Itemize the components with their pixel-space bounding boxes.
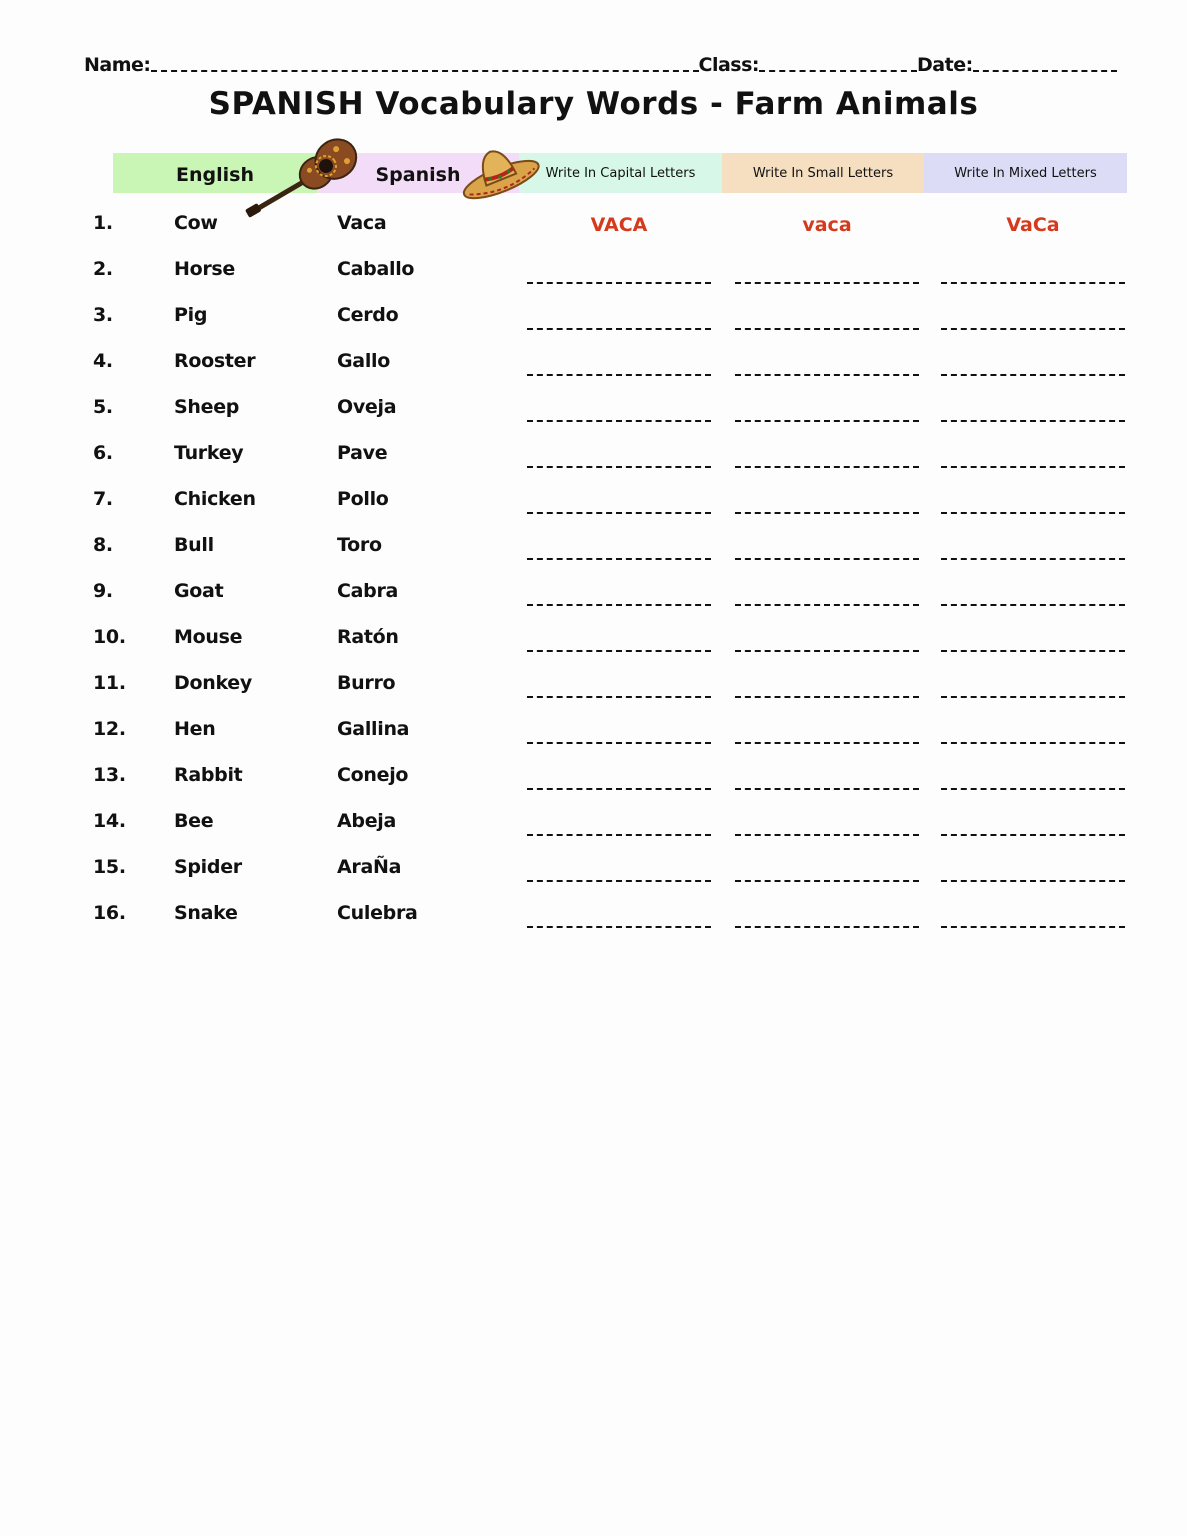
mixed-letters-blank[interactable] <box>941 420 1125 422</box>
capital-letters-blank[interactable] <box>527 466 711 468</box>
mixed-letters-blank[interactable] <box>941 604 1125 606</box>
spanish-word: Conejo <box>337 764 409 786</box>
vocab-row <box>0 626 1187 672</box>
mixed-letters-blank[interactable] <box>941 374 1125 376</box>
row-number: 15. <box>93 856 126 878</box>
row-number: 6. <box>93 442 113 464</box>
small-letters-blank[interactable] <box>735 880 919 882</box>
vocab-row <box>0 212 1187 258</box>
small-letters-blank[interactable] <box>735 834 919 836</box>
spanish-word: AraÑa <box>337 856 402 878</box>
example-mixed: VaCa <box>1006 214 1060 236</box>
capital-letters-blank[interactable] <box>527 880 711 882</box>
name-label: Name: <box>84 54 151 76</box>
row-number: 16. <box>93 902 126 924</box>
capital-letters-blank[interactable] <box>527 696 711 698</box>
english-word: Goat <box>174 580 224 602</box>
spanish-word: Pave <box>337 442 388 464</box>
row-number: 9. <box>93 580 113 602</box>
small-letters-blank[interactable] <box>735 512 919 514</box>
small-letters-blank[interactable] <box>735 926 919 928</box>
english-word: Hen <box>174 718 216 740</box>
mixed-letters-blank[interactable] <box>941 558 1125 560</box>
student-info-line <box>84 46 1124 76</box>
capital-letters-blank[interactable] <box>527 650 711 652</box>
row-number: 10. <box>93 626 126 648</box>
vocab-row <box>0 764 1187 810</box>
english-word: Bee <box>174 810 214 832</box>
mixed-letters-blank[interactable] <box>941 834 1125 836</box>
row-number: 8. <box>93 534 113 556</box>
class-field[interactable] <box>759 70 917 72</box>
spanish-word: Toro <box>337 534 382 556</box>
row-number: 13. <box>93 764 126 786</box>
capital-letters-blank[interactable] <box>527 788 711 790</box>
english-word: Donkey <box>174 672 252 694</box>
vocab-row <box>0 672 1187 718</box>
spanish-word: Vaca <box>337 212 387 234</box>
mixed-letters-blank[interactable] <box>941 696 1125 698</box>
column-header-small <box>722 153 924 193</box>
english-word: Rabbit <box>174 764 243 786</box>
row-number: 11. <box>93 672 126 694</box>
row-number: 14. <box>93 810 126 832</box>
capital-letters-blank[interactable] <box>527 926 711 928</box>
capital-letters-blank[interactable] <box>527 282 711 284</box>
vocab-row <box>0 534 1187 580</box>
small-letters-blank[interactable] <box>735 788 919 790</box>
capital-letters-blank[interactable] <box>527 742 711 744</box>
vocab-row <box>0 580 1187 626</box>
vocab-row <box>0 488 1187 534</box>
mixed-letters-blank[interactable] <box>941 926 1125 928</box>
vocab-row <box>0 902 1187 948</box>
mixed-letters-blank[interactable] <box>941 282 1125 284</box>
row-number: 5. <box>93 396 113 418</box>
name-field[interactable] <box>151 70 699 72</box>
column-header-mixed <box>924 153 1127 193</box>
row-number: 3. <box>93 304 113 326</box>
row-number: 1. <box>93 212 113 234</box>
mixed-letters-blank[interactable] <box>941 788 1125 790</box>
capital-letters-blank[interactable] <box>527 558 711 560</box>
vocab-row <box>0 810 1187 856</box>
page-title: SPANISH Vocabulary Words - Farm Animals <box>208 86 979 122</box>
spanish-word: Ratón <box>337 626 399 648</box>
capital-letters-blank[interactable] <box>527 512 711 514</box>
mixed-letters-blank[interactable] <box>941 650 1125 652</box>
english-word: Chicken <box>174 488 256 510</box>
small-letters-blank[interactable] <box>735 650 919 652</box>
vocab-row <box>0 304 1187 350</box>
column-header-small-label: Write In Small Letters <box>752 165 894 181</box>
vocab-row <box>0 718 1187 764</box>
vocab-row <box>0 258 1187 304</box>
spanish-word: Gallo <box>337 350 390 372</box>
small-letters-blank[interactable] <box>735 282 919 284</box>
english-word: Pig <box>174 304 208 326</box>
english-word: Snake <box>174 902 238 924</box>
date-label: Date: <box>917 54 973 76</box>
date-field[interactable] <box>973 70 1117 72</box>
class-label: Class: <box>698 54 760 76</box>
mixed-letters-blank[interactable] <box>941 742 1125 744</box>
mixed-letters-blank[interactable] <box>941 328 1125 330</box>
english-word: Mouse <box>174 626 243 648</box>
row-number: 2. <box>93 258 113 280</box>
small-letters-blank[interactable] <box>735 420 919 422</box>
spanish-word: Gallina <box>337 718 410 740</box>
mixed-letters-blank[interactable] <box>941 466 1125 468</box>
english-word: Turkey <box>174 442 244 464</box>
spanish-word: Pollo <box>337 488 389 510</box>
small-letters-blank[interactable] <box>735 742 919 744</box>
vocab-row <box>0 350 1187 396</box>
vocab-row <box>0 442 1187 488</box>
capital-letters-blank[interactable] <box>527 420 711 422</box>
english-word: Bull <box>174 534 214 556</box>
spanish-word: Cerdo <box>337 304 399 326</box>
row-number: 7. <box>93 488 113 510</box>
spanish-word: Burro <box>337 672 396 694</box>
capital-letters-blank[interactable] <box>527 834 711 836</box>
sombrero-icon <box>456 138 542 202</box>
mixed-letters-blank[interactable] <box>941 880 1125 882</box>
row-number: 12. <box>93 718 126 740</box>
spanish-word: Culebra <box>337 902 418 924</box>
english-word: Cow <box>174 212 218 234</box>
spanish-word: Oveja <box>337 396 397 418</box>
column-header-english-label: English <box>176 164 254 186</box>
capital-letters-blank[interactable] <box>527 604 711 606</box>
english-word: Horse <box>174 258 236 280</box>
column-header-capital <box>519 153 722 193</box>
example-small: vaca <box>802 214 852 236</box>
column-header-mixed-label: Write In Mixed Letters <box>954 165 1097 181</box>
spanish-word: Cabra <box>337 580 399 602</box>
english-word: Spider <box>174 856 242 878</box>
capital-letters-blank[interactable] <box>527 374 711 376</box>
vocab-row <box>0 396 1187 442</box>
spanish-word: Abeja <box>337 810 397 832</box>
example-capital: VACA <box>590 214 648 236</box>
small-letters-blank[interactable] <box>735 328 919 330</box>
column-header-capital-label: Write In Capital Letters <box>545 165 696 181</box>
english-word: Rooster <box>174 350 256 372</box>
guitar-icon <box>244 136 360 220</box>
small-letters-blank[interactable] <box>735 604 919 606</box>
english-word: Sheep <box>174 396 240 418</box>
capital-letters-blank[interactable] <box>527 328 711 330</box>
row-number: 4. <box>93 350 113 372</box>
small-letters-blank[interactable] <box>735 558 919 560</box>
small-letters-blank[interactable] <box>735 374 919 376</box>
spanish-word: Caballo <box>337 258 415 280</box>
small-letters-blank[interactable] <box>735 466 919 468</box>
vocab-row <box>0 856 1187 902</box>
mixed-letters-blank[interactable] <box>941 512 1125 514</box>
column-header-spanish-label: Spanish <box>375 164 461 186</box>
small-letters-blank[interactable] <box>735 696 919 698</box>
